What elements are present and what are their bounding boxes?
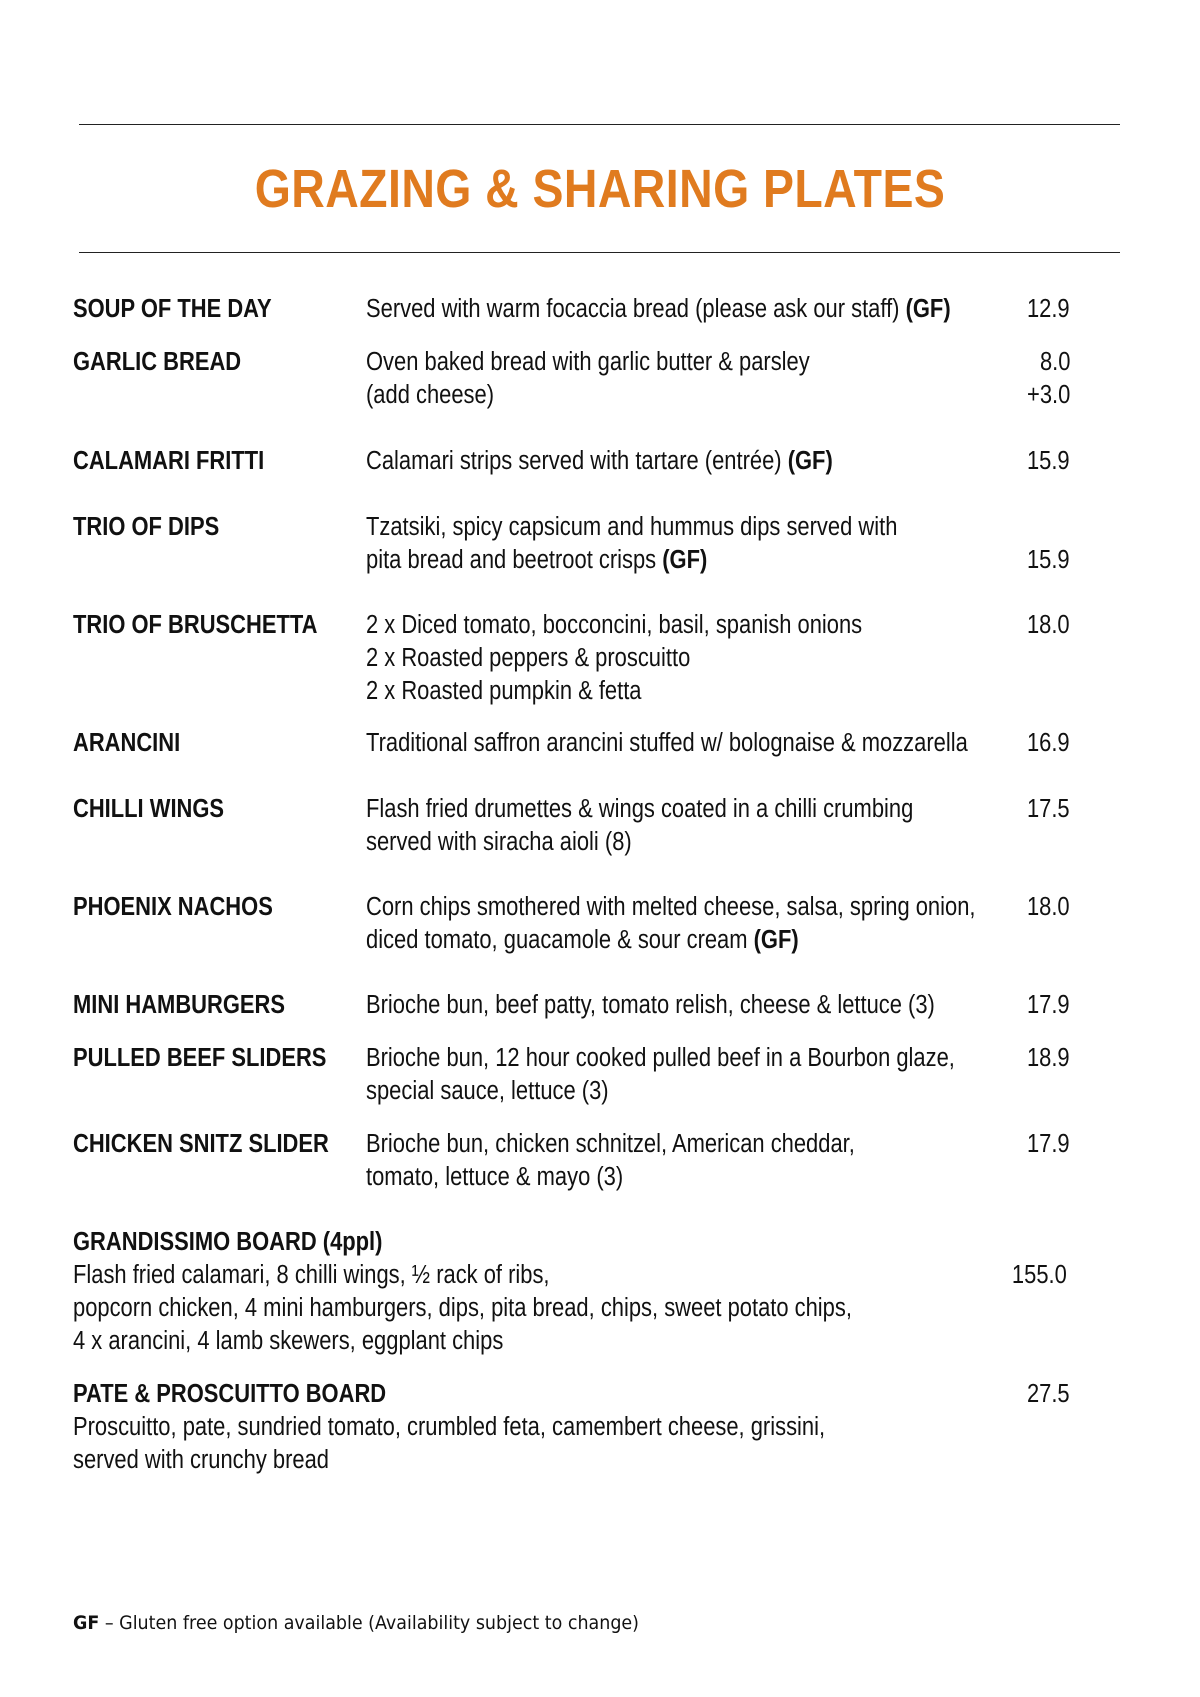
title-divider [79,252,1120,253]
board-name: PATE & PROSCUITTO BOARD [73,1380,387,1408]
item-price: 17.9 [1027,991,1070,1019]
item-name: PULLED BEEF SLIDERS [73,1044,327,1072]
item-price: 18.0 [1027,611,1070,639]
item-name: SOUP OF THE DAY [73,295,272,323]
item-name: MINI HAMBURGERS [73,991,285,1019]
item-desc: Traditional saffron arancini stuffed w/ bolognaise & mozzarella [366,729,968,757]
item-price: 8.0 [1039,348,1070,376]
item-price: 16.9 [1027,729,1070,757]
item-price: 15.9 [1027,546,1070,574]
item-desc: Brioche bun, 12 hour cooked pulled beef in a Bourbon glaze, [366,1044,955,1072]
item-desc: Served with warm focaccia bread (please ask our staff) (GF) [366,295,951,323]
item-desc: special sauce, lettuce (3) [366,1077,609,1105]
item-desc: 2 x Roasted peppers & proscuitto [366,644,691,672]
item-price: 18.9 [1027,1044,1070,1072]
footer-gf: GF [73,1612,100,1634]
item-desc: pita bread and beetroot crisps (GF) [366,546,708,574]
item-name: TRIO OF BRUSCHETTA [73,611,318,639]
board-desc: served with crunchy bread [73,1446,329,1474]
board-name: GRANDISSIMO BOARD (4ppl) [73,1228,383,1256]
board-price: 27.5 [1027,1380,1070,1408]
board-desc: popcorn chicken, 4 mini hamburgers, dips, pita bread, chips, sweet potato chips, [73,1294,852,1322]
item-name: CALAMARI FRITTI [73,447,265,475]
gf-tag: (GF) [753,926,799,954]
item-desc: Calamari strips served with tartare (entrée) (GF) [366,447,833,475]
item-desc: Tzatsiki, spicy capsicum and hummus dips served with [366,513,898,541]
page-title: GRAZING & SHARING PLATES [254,159,946,219]
item-price: 17.9 [1027,1130,1070,1158]
item-price: 12.9 [1027,295,1070,323]
item-desc: (add cheese) [366,381,495,409]
item-desc: Brioche bun, beef patty, tomato relish, cheese & lettuce (3) [366,991,935,1019]
gf-tag: (GF) [662,546,708,574]
item-price: 18.0 [1027,893,1070,921]
item-desc: tomato, lettuce & mayo (3) [366,1163,624,1191]
item-desc: Oven baked bread with garlic butter & parsley [366,348,810,376]
gf-tag: (GF) [787,447,833,475]
item-desc: 2 x Diced tomato, bocconcini, basil, spanish onions [366,611,863,639]
board-price: 155.0 [1012,1261,1067,1289]
item-name: CHICKEN SNITZ SLIDER [73,1130,329,1158]
item-name: PHOENIX NACHOS [73,893,273,921]
item-desc: 2 x Roasted pumpkin & fetta [366,677,642,705]
item-desc: diced tomato, guacamole & sour cream (GF) [366,926,799,954]
gf-tag: (GF) [905,295,951,323]
item-price: 15.9 [1027,447,1070,475]
footer-note: GF – Gluten free option available (Availability subject to change) [73,1612,640,1634]
item-desc: Flash fried drumettes & wings coated in a chilli crumbing [366,795,914,823]
item-name: ARANCINI [73,729,181,757]
board-desc: 4 x arancini, 4 lamb skewers, eggplant chips [73,1327,504,1355]
item-desc: served with siracha aioli (8) [366,828,632,856]
item-desc: Corn chips smothered with melted cheese, salsa, spring onion, [366,893,976,921]
item-name: TRIO OF DIPS [73,513,220,541]
board-desc: Proscuitto, pate, sundried tomato, crumbled feta, camembert cheese, grissini, [73,1413,826,1441]
top-divider [79,124,1120,125]
item-name: CHILLI WINGS [73,795,225,823]
item-name: GARLIC BREAD [73,348,242,376]
item-price-addon: +3.0 [1026,381,1070,409]
board-desc: Flash fried calamari, 8 chilli wings, ½ rack of ribs, [73,1261,550,1289]
item-price: 17.5 [1027,795,1070,823]
item-desc: Brioche bun, chicken schnitzel, American cheddar, [366,1130,855,1158]
